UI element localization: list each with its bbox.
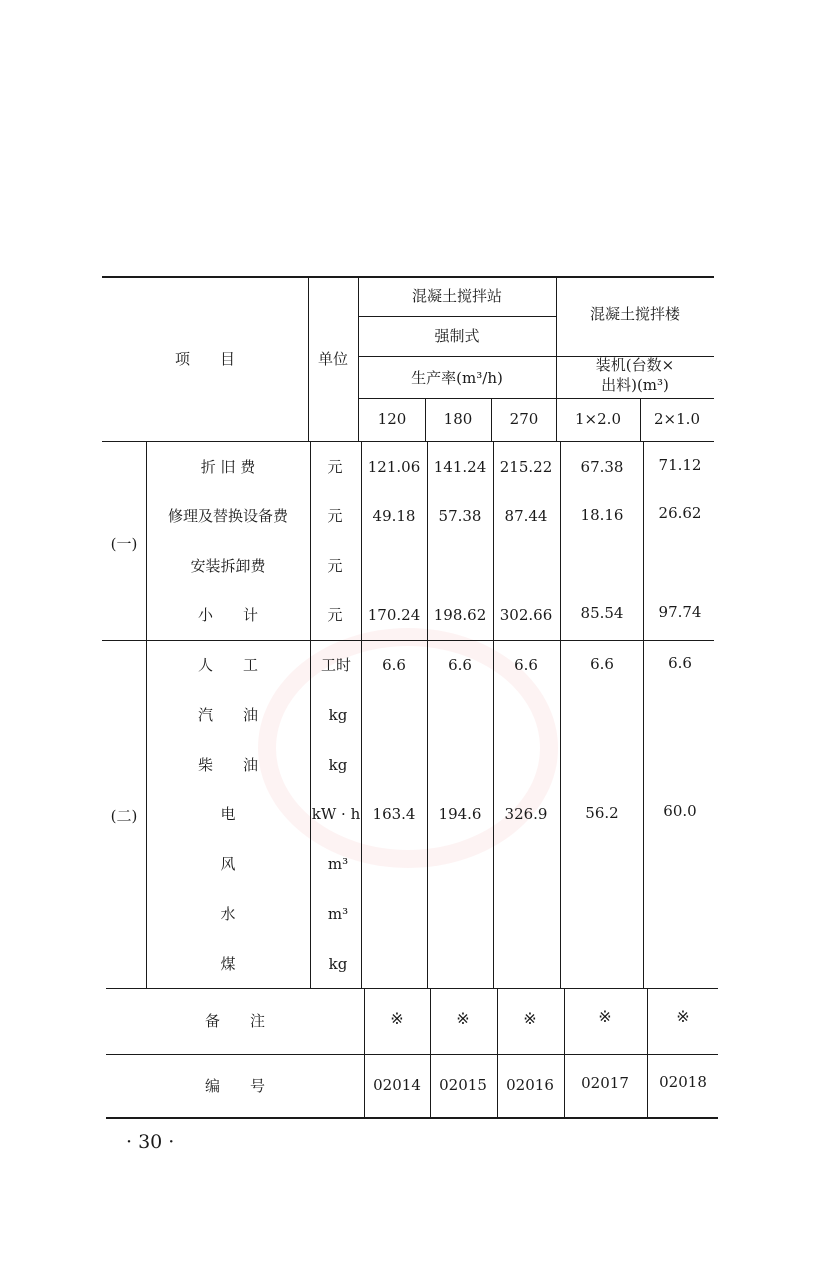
row-unit: kg: [328, 706, 348, 724]
row-name: 修理及替换设备费: [167, 507, 289, 525]
row-name: 水: [220, 905, 236, 923]
remark-mark: ※: [390, 1009, 404, 1028]
value-cell: 67.38: [580, 458, 624, 476]
row-unit: m³: [327, 905, 349, 923]
value-cell: 60.0: [663, 802, 697, 820]
row-unit: kg: [328, 955, 348, 973]
header-forced: 强制式: [434, 327, 480, 345]
row-name: 电: [220, 805, 236, 823]
row-name: 安装拆卸费: [190, 557, 266, 575]
value-cell: 326.9: [504, 805, 548, 823]
capacity-cell: 1×2.0: [575, 410, 621, 428]
code-cell: 02015: [439, 1076, 487, 1094]
row-name: 风: [220, 855, 236, 873]
value-cell: 194.6: [438, 805, 482, 823]
row-unit: 元: [327, 557, 343, 575]
row-name: 小 计: [197, 606, 259, 624]
code-cell: 02014: [373, 1076, 421, 1094]
value-cell: 26.62: [658, 504, 702, 522]
value-cell: 6.6: [590, 655, 614, 673]
remarks-label: 备 注: [204, 1012, 266, 1030]
remark-mark: ※: [456, 1009, 470, 1028]
row-unit: 元: [327, 606, 343, 624]
row-name: 折 旧 费: [200, 458, 256, 476]
code-cell: 02016: [506, 1076, 554, 1094]
row-unit: 元: [327, 507, 343, 525]
row-name: 汽 油: [197, 706, 259, 724]
value-cell: 6.6: [668, 654, 692, 672]
remark-mark: ※: [676, 1007, 690, 1026]
row-unit: kW · h: [311, 805, 361, 823]
page-number: · 30 ·: [126, 1131, 175, 1153]
row-name: 柴 油: [197, 756, 259, 774]
row-name: 人 工: [197, 656, 259, 674]
row-name: 煤: [220, 955, 236, 973]
value-cell: 97.74: [658, 603, 702, 621]
remark-mark: ※: [523, 1009, 537, 1028]
header-productivity: 生产率(m³/h): [411, 369, 503, 387]
group2-label: (二): [110, 807, 138, 825]
value-cell: 18.16: [580, 506, 624, 524]
value-cell: 215.22: [499, 458, 553, 476]
capacity-cell: 270: [509, 410, 539, 428]
header-install-line1: 装机(台数×: [595, 356, 675, 374]
value-cell: 71.12: [658, 456, 702, 474]
value-cell: 57.38: [438, 507, 482, 525]
remark-mark: ※: [598, 1007, 612, 1026]
value-cell: 163.4: [372, 805, 416, 823]
header-station: 混凝土搅拌站: [411, 287, 503, 305]
value-cell: 198.62: [433, 606, 487, 624]
value-cell: 49.18: [372, 507, 416, 525]
capacity-cell: 2×1.0: [654, 410, 700, 428]
value-cell: 121.06: [367, 458, 421, 476]
capacity-cell: 120: [377, 410, 407, 428]
row-unit: 工时: [320, 656, 352, 674]
value-cell: 87.44: [504, 507, 548, 525]
red-stamp-watermark: [258, 628, 558, 868]
value-cell: 6.6: [514, 656, 538, 674]
codes-label: 编 号: [204, 1077, 266, 1095]
value-cell: 170.24: [367, 606, 421, 624]
header-install-line2: 出料)(m³): [601, 376, 669, 394]
code-cell: 02018: [659, 1073, 707, 1091]
row-unit: 元: [327, 458, 343, 476]
header-tower: 混凝土搅拌楼: [589, 305, 681, 323]
capacity-cell: 180: [443, 410, 473, 428]
header-unit: 单位: [317, 350, 349, 368]
row-unit: kg: [328, 756, 348, 774]
value-cell: 56.2: [585, 804, 619, 822]
value-cell: 302.66: [499, 606, 553, 624]
group1-label: (一): [110, 535, 138, 553]
value-cell: 6.6: [382, 656, 406, 674]
header-item: 项 目: [174, 350, 236, 368]
value-cell: 141.24: [433, 458, 487, 476]
value-cell: 6.6: [448, 656, 472, 674]
value-cell: 85.54: [580, 604, 624, 622]
code-cell: 02017: [581, 1074, 629, 1092]
row-unit: m³: [327, 855, 349, 873]
